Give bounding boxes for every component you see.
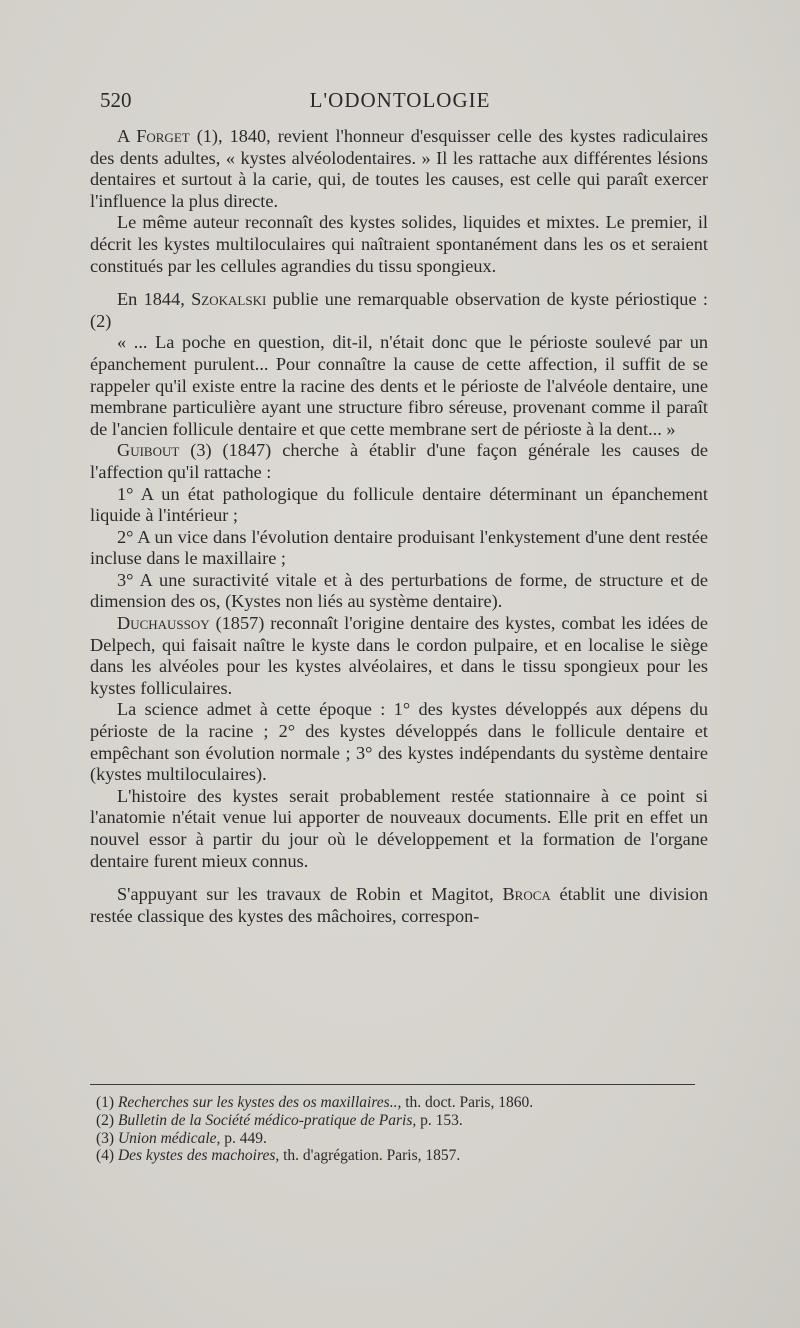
- footnote-divider: [90, 1084, 695, 1085]
- paragraph: La science admet à cette époque : 1° des kystes développés aux dépens du périoste de la racine ; 2° des kystes développés dans le follicule dentaire et empêchant son évolution normale ; 3° des kystes indépendants du système dentaire (kystes multiloculaires).: [90, 699, 708, 785]
- author-name: Broca: [502, 884, 551, 905]
- author-name: Guibout: [117, 440, 180, 461]
- paragraph: S'appuyant sur les travaux de Robin et Magitot, Broca établit une division restée classique des kystes des mâchoires, correspon-: [90, 884, 708, 926]
- footnote: (2) Bulletin de la Société médico-pratique de Paris, p. 153.: [96, 1111, 463, 1129]
- list-item: 3° A une suractivité vitale et à des perturbations de forme, de structure et de dimension des os, (Kystes non liés au système dentaire).: [90, 569, 708, 612]
- footnote: (3) Union médicale, p. 449.: [96, 1129, 267, 1147]
- paragraph: Le même auteur reconnaît des kystes solides, liquides et mixtes. Le premier, il décrit les kystes multiloculaires qui naîtraient spontanément dans les os et seraient constitués par les cellules agrandies du tissu spongieux.: [90, 212, 708, 276]
- paragraph: En 1844, Szokalski publie une remarquable observation de kyste périostique : (2): [90, 289, 708, 331]
- author-name: Duchaussoy: [117, 613, 210, 634]
- quotation: « ... La poche en question, dit-il, n'était donc que le périoste soulevé par un épanchement purulent... Pour connaître la cause de cette affection, il suffit de se rappeler qu'il existe entre la racine des dents et le périoste de l'alvéole dentaire, une membrane particulière ayant une structure fibro séreuse, provenant comme il paraît de l'ancien follicule dentaire et que cette membrane sert de périoste à la dent... »: [90, 332, 708, 439]
- list-item: 1° A un état pathologique du follicule dentaire déterminant un épanchement liquide à l'intérieur ;: [90, 483, 708, 526]
- author-name: Forget: [136, 126, 190, 146]
- footnote: (4) Des kystes des machoires, th. d'agrégation. Paris, 1857.: [96, 1147, 461, 1165]
- footnote: (1) Recherches sur les kystes des os maxillaires.., th. doct. Paris, 1860.: [96, 1094, 534, 1111]
- paragraph: Guibout (3) (1847) cherche à établir d'une façon générale les causes de l'affection qu'il rattache :: [90, 440, 708, 482]
- list-item: 2° A un vice dans l'évolution dentaire produisant l'enkystement d'une dent restée incluse dans le maxillaire ;: [90, 526, 708, 569]
- paragraph: A Forget (1), 1840, revient l'honneur d'esquisser celle des kystes radiculaires des dents adultes, « kystes alvéolodentaires. » Il les rattache aux différentes lésions dentaires et surtout à la carie, qui, de toutes les causes, est celle qui paraît exercer l'influence la plus directe.: [90, 126, 709, 211]
- body-text: [90, 126, 708, 927]
- running-head: L'ODONTOLOGIE: [309, 88, 491, 112]
- footnotes: [96, 1094, 696, 1165]
- page-header: [100, 88, 700, 118]
- page-number: 520: [100, 88, 132, 112]
- paragraph: L'histoire des kystes serait probablement restée stationnaire à ce point si l'anatomie n'était venue lui apporter de nouveaux documents. Elle prit en effet un nouvel essor à partir du jour où le développement et la formation de l'organe dentaire furent mieux connus.: [90, 785, 708, 871]
- paragraph: Duchaussoy (1857) reconnaît l'origine dentaire des kystes, combat les idées de Delpech, qui faisait naître le kyste dans le cordon pulpaire, et en localise le siège dans les alvéoles pour les kystes alvéolaires, et dans le tissu spongieux pour les kystes folliculaires.: [90, 613, 708, 698]
- author-name: Szokalski: [191, 289, 267, 310]
